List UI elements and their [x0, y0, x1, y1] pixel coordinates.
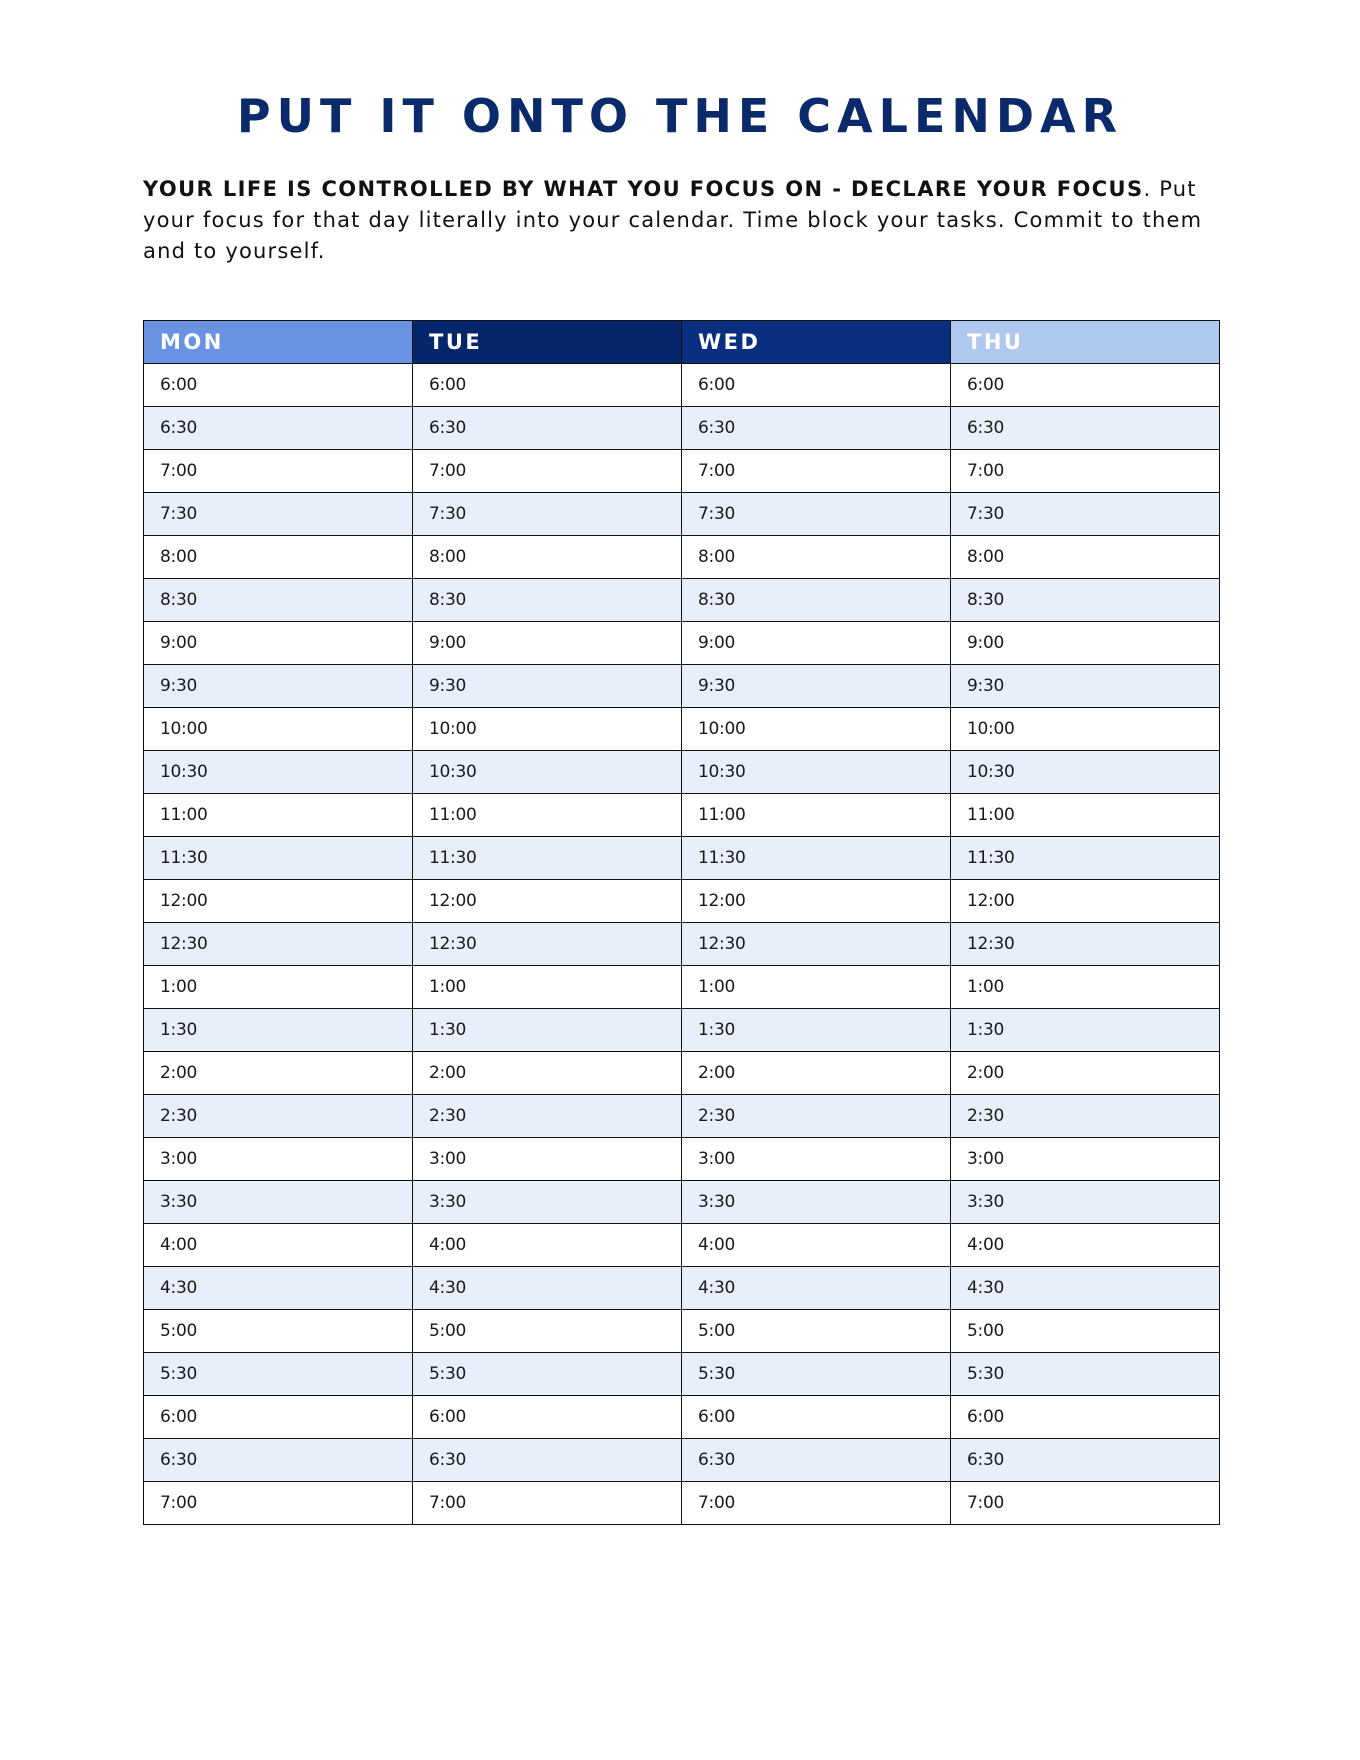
time-slot-thu[interactable]: 7:30: [951, 493, 1220, 536]
time-slot-thu[interactable]: 2:00: [951, 1052, 1220, 1095]
time-row: [144, 1353, 1220, 1396]
time-slot-mon[interactable]: 4:30: [144, 1267, 413, 1310]
time-row: [144, 708, 1220, 751]
time-slot-mon[interactable]: 3:30: [144, 1181, 413, 1224]
time-row: [144, 407, 1220, 450]
time-slot-wed[interactable]: 7:00: [682, 1482, 951, 1525]
time-slot-tue[interactable]: 11:00: [413, 794, 682, 837]
time-slot-mon[interactable]: 8:30: [144, 579, 413, 622]
time-slot-mon[interactable]: 1:30: [144, 1009, 413, 1052]
time-slot-mon[interactable]: 12:00: [144, 880, 413, 923]
time-slot-tue[interactable]: 3:00: [413, 1138, 682, 1181]
time-slot-wed[interactable]: 3:30: [682, 1181, 951, 1224]
time-slot-tue[interactable]: 9:00: [413, 622, 682, 665]
time-row: [144, 1009, 1220, 1052]
time-slot-tue[interactable]: 1:30: [413, 1009, 682, 1052]
time-slot-wed[interactable]: 10:30: [682, 751, 951, 794]
time-row: [144, 837, 1220, 880]
time-slot-wed[interactable]: 6:30: [682, 1439, 951, 1482]
time-slot-mon[interactable]: 5:00: [144, 1310, 413, 1353]
time-slot-mon[interactable]: 4:00: [144, 1224, 413, 1267]
intro-body: . Put your focus for that day literally into your calendar. Time block your tasks. Commit to them and to yourself.: [143, 177, 1203, 263]
time-slot-thu[interactable]: 1:00: [951, 966, 1220, 1009]
time-slot-tue[interactable]: 12:00: [413, 880, 682, 923]
time-slot-wed[interactable]: 6:00: [682, 1396, 951, 1439]
time-slot-tue[interactable]: 2:30: [413, 1095, 682, 1138]
time-slot-tue[interactable]: 10:30: [413, 751, 682, 794]
time-row: [144, 579, 1220, 622]
time-slot-thu[interactable]: 3:00: [951, 1138, 1220, 1181]
time-slot-thu[interactable]: 12:00: [951, 880, 1220, 923]
time-slot-wed[interactable]: 11:30: [682, 837, 951, 880]
time-slot-mon[interactable]: 6:30: [144, 1439, 413, 1482]
time-slot-wed[interactable]: 12:00: [682, 880, 951, 923]
time-slot-tue[interactable]: 6:00: [413, 1396, 682, 1439]
time-slot-wed[interactable]: 8:30: [682, 579, 951, 622]
time-slot-mon[interactable]: 9:30: [144, 665, 413, 708]
time-slot-tue[interactable]: 2:00: [413, 1052, 682, 1095]
time-slot-thu[interactable]: 2:30: [951, 1095, 1220, 1138]
time-slot-wed[interactable]: 4:00: [682, 1224, 951, 1267]
time-slot-thu[interactable]: 4:00: [951, 1224, 1220, 1267]
time-slot-wed[interactable]: 11:00: [682, 794, 951, 837]
time-row: [144, 751, 1220, 794]
time-slot-thu[interactable]: 3:30: [951, 1181, 1220, 1224]
time-slot-wed[interactable]: 6:00: [682, 364, 951, 407]
time-slot-mon[interactable]: 12:30: [144, 923, 413, 966]
time-slot-wed[interactable]: 6:30: [682, 407, 951, 450]
time-slot-thu[interactable]: 11:00: [951, 794, 1220, 837]
time-slot-wed[interactable]: 9:00: [682, 622, 951, 665]
time-slot-mon[interactable]: 6:30: [144, 407, 413, 450]
time-slot-thu[interactable]: 10:30: [951, 751, 1220, 794]
time-slot-thu[interactable]: 11:30: [951, 837, 1220, 880]
time-slot-mon[interactable]: 11:30: [144, 837, 413, 880]
time-row: [144, 1482, 1220, 1525]
time-slot-tue[interactable]: 7:00: [413, 450, 682, 493]
time-slot-tue[interactable]: 7:30: [413, 493, 682, 536]
time-slot-tue[interactable]: 10:00: [413, 708, 682, 751]
time-slot-thu[interactable]: 1:30: [951, 1009, 1220, 1052]
time-slot-wed[interactable]: 10:00: [682, 708, 951, 751]
time-slot-thu[interactable]: 4:30: [951, 1267, 1220, 1310]
calendar-table: [143, 320, 1220, 1525]
time-row: [144, 1181, 1220, 1224]
time-slot-mon[interactable]: 8:00: [144, 536, 413, 579]
time-slot-tue[interactable]: 8:30: [413, 579, 682, 622]
time-slot-mon[interactable]: 9:00: [144, 622, 413, 665]
time-slot-wed[interactable]: 5:30: [682, 1353, 951, 1396]
time-slot-thu[interactable]: 6:30: [951, 1439, 1220, 1482]
time-slot-thu[interactable]: 12:30: [951, 923, 1220, 966]
time-slot-thu[interactable]: 8:30: [951, 579, 1220, 622]
time-slot-wed[interactable]: 4:30: [682, 1267, 951, 1310]
time-slot-tue[interactable]: 6:00: [413, 364, 682, 407]
time-slot-wed[interactable]: 8:00: [682, 536, 951, 579]
time-slot-mon[interactable]: 7:00: [144, 450, 413, 493]
time-row: [144, 1396, 1220, 1439]
time-slot-wed[interactable]: 1:00: [682, 966, 951, 1009]
time-slot-mon[interactable]: 10:30: [144, 751, 413, 794]
time-slot-tue[interactable]: 7:00: [413, 1482, 682, 1525]
time-slot-wed[interactable]: 7:30: [682, 493, 951, 536]
time-slot-tue[interactable]: 12:30: [413, 923, 682, 966]
time-row: [144, 1052, 1220, 1095]
time-slot-tue[interactable]: 3:30: [413, 1181, 682, 1224]
time-slot-tue[interactable]: 11:30: [413, 837, 682, 880]
time-slot-mon[interactable]: 6:00: [144, 1396, 413, 1439]
time-row: [144, 1224, 1220, 1267]
time-slot-wed[interactable]: 12:30: [682, 923, 951, 966]
time-row: [144, 364, 1220, 407]
time-slot-thu[interactable]: 6:00: [951, 364, 1220, 407]
time-slot-tue[interactable]: 5:00: [413, 1310, 682, 1353]
time-row: [144, 880, 1220, 923]
time-slot-wed[interactable]: 2:00: [682, 1052, 951, 1095]
time-row: [144, 1439, 1220, 1482]
time-slot-wed[interactable]: 1:30: [682, 1009, 951, 1052]
time-slot-mon[interactable]: 5:30: [144, 1353, 413, 1396]
time-slot-mon[interactable]: 2:00: [144, 1052, 413, 1095]
time-slot-mon[interactable]: 7:30: [144, 493, 413, 536]
day-header-mon: MON: [144, 321, 413, 364]
calendar-body: [144, 364, 1220, 1525]
time-row: [144, 1310, 1220, 1353]
time-slot-thu[interactable]: 7:00: [951, 450, 1220, 493]
time-row: [144, 665, 1220, 708]
time-slot-thu[interactable]: 7:00: [951, 1482, 1220, 1525]
time-row: [144, 493, 1220, 536]
time-row: [144, 536, 1220, 579]
time-slot-mon[interactable]: 2:30: [144, 1095, 413, 1138]
time-slot-mon[interactable]: 1:00: [144, 966, 413, 1009]
time-slot-wed[interactable]: 3:00: [682, 1138, 951, 1181]
time-slot-thu[interactable]: 6:30: [951, 407, 1220, 450]
time-slot-thu[interactable]: 5:30: [951, 1353, 1220, 1396]
intro-text: [143, 174, 1223, 267]
time-slot-tue[interactable]: 6:30: [413, 1439, 682, 1482]
time-slot-tue[interactable]: 4:30: [413, 1267, 682, 1310]
time-row: [144, 622, 1220, 665]
page-title: PUT IT ONTO THE CALENDAR: [236, 89, 1124, 143]
time-row: [144, 966, 1220, 1009]
time-row: [144, 794, 1220, 837]
time-slot-thu[interactable]: 8:00: [951, 536, 1220, 579]
time-slot-thu[interactable]: 6:00: [951, 1396, 1220, 1439]
time-slot-tue[interactable]: 5:30: [413, 1353, 682, 1396]
intro-lead: YOUR LIFE IS CONTROLLED BY WHAT YOU FOCUS ON - DECLARE YOUR FOCUS: [143, 177, 1144, 201]
time-slot-mon[interactable]: 7:00: [144, 1482, 413, 1525]
time-slot-tue[interactable]: 6:30: [413, 407, 682, 450]
time-slot-tue[interactable]: 8:00: [413, 536, 682, 579]
time-slot-wed[interactable]: 2:30: [682, 1095, 951, 1138]
time-row: [144, 450, 1220, 493]
time-slot-thu[interactable]: 10:00: [951, 708, 1220, 751]
time-slot-tue[interactable]: 1:00: [413, 966, 682, 1009]
day-header-thu: THU: [951, 321, 1220, 364]
time-slot-tue[interactable]: 4:00: [413, 1224, 682, 1267]
time-row: [144, 1267, 1220, 1310]
time-row: [144, 1138, 1220, 1181]
time-slot-thu[interactable]: 5:00: [951, 1310, 1220, 1353]
time-slot-thu[interactable]: 9:00: [951, 622, 1220, 665]
time-slot-mon[interactable]: 6:00: [144, 364, 413, 407]
time-slot-thu[interactable]: 9:30: [951, 665, 1220, 708]
time-row: [144, 1095, 1220, 1138]
day-header-tue: TUE: [413, 321, 682, 364]
time-slot-wed[interactable]: 7:00: [682, 450, 951, 493]
day-header-wed: WED: [682, 321, 951, 364]
time-slot-wed[interactable]: 9:30: [682, 665, 951, 708]
time-slot-mon[interactable]: 3:00: [144, 1138, 413, 1181]
calendar-header-row: [144, 321, 1220, 364]
time-slot-mon[interactable]: 10:00: [144, 708, 413, 751]
time-slot-mon[interactable]: 11:00: [144, 794, 413, 837]
time-slot-tue[interactable]: 9:30: [413, 665, 682, 708]
time-row: [144, 923, 1220, 966]
time-slot-wed[interactable]: 5:00: [682, 1310, 951, 1353]
